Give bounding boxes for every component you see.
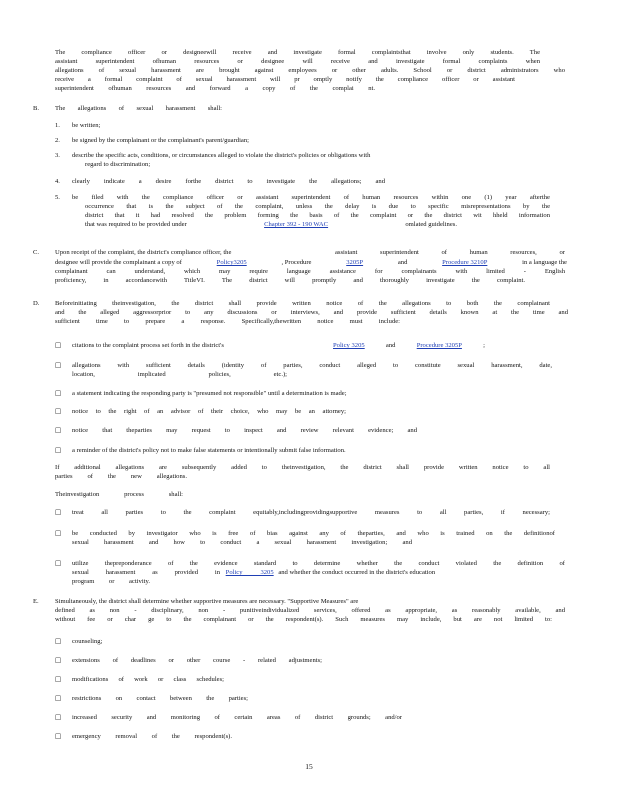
text-segment: and — [397, 259, 408, 266]
section-c-line: proficiency, in accordancewith TitleVI. The district will promptly and thoroughly investigate the complaint. — [55, 277, 525, 284]
bullet-icon: □ — [55, 361, 62, 369]
text-segment: and — [385, 342, 396, 349]
text-segment: , Procedure — [281, 259, 312, 266]
list-item: be filed with the compliance officer or assistant superintendent of human resources within one (1) year afterthe — [72, 194, 550, 201]
intro-line: assistant superintendent ofhuman resources or designee will receive and investigate formal complaints when — [55, 58, 540, 65]
bullet-icon: □ — [55, 389, 62, 397]
bullet-text: extensions of deadlines or other course - related adjustments; — [72, 657, 322, 664]
section-e-line: without fee or char ge to the complainant or the respondent(s). Such measures may include, but are not limited to: — [55, 616, 552, 623]
bullet-icon: □ — [55, 508, 62, 516]
policy-3205-link[interactable]: Policy 3205 — [333, 342, 365, 349]
bullet-text: counseling; — [72, 638, 103, 645]
bullet-icon: □ — [55, 675, 62, 683]
bullet-icon: □ — [55, 656, 62, 664]
bullet-icon: □ — [55, 713, 62, 721]
section-c-line: Upon receipt of the complaint, the district's compliance officer, the — [55, 249, 232, 256]
bullet-icon: □ — [55, 694, 62, 702]
intro-line: allegations of sexual harassment are brought against employees or other adults. School or district administrators who — [55, 67, 565, 74]
list-item: be signed by the complainant or the complainant's parent/guardian; — [72, 137, 249, 144]
bullet-icon: □ — [55, 529, 62, 537]
section-c-line: assistant superintendent of human resources, or — [335, 249, 565, 256]
section-letter-e: E. — [33, 598, 39, 605]
bullet-text — [72, 568, 435, 577]
bullet-text: a statement indicating the responding party is "presumed not responsible" until a determination is made; — [72, 390, 347, 397]
bullet-text: modifications of work or class schedules; — [72, 676, 224, 683]
bullet-text: allegations with sufficient details (identity of parties, conduct alleged to constitute sexual harassment, date, — [72, 362, 552, 369]
bullet-text: be conducted by investigator who is free of bias against any of theparties, and who is trained on the definitionof — [72, 530, 555, 537]
text-segment: and whether the conduct occurred in the district's education — [278, 569, 436, 576]
bullet-icon: □ — [55, 341, 62, 349]
section-b-heading: The allegations of sexual harassment shall: — [55, 105, 222, 112]
bullet-icon: □ — [55, 407, 62, 415]
list-number: 2. — [55, 137, 60, 144]
text-segment: designee will provide the complainant a copy of — [55, 259, 182, 266]
bullet-icon: □ — [55, 446, 62, 454]
wac-chapter-link[interactable]: Chapter 392 - 190 WAC — [264, 221, 329, 228]
procedure-3210p-link[interactable]: Procedure 3210P — [442, 259, 488, 266]
policy-3205-link[interactable]: Policy 3205 — [225, 569, 274, 576]
bullet-text: program or activity. — [72, 578, 150, 585]
page-number: 15 — [305, 762, 313, 771]
list-number: 3. — [55, 152, 60, 159]
bullet-text: emergency removal of the respondent(s). — [72, 733, 232, 740]
bullet-text: a reminder of the district's policy not to make false statements or intentionally submit false information. — [72, 447, 346, 454]
procedure-3205p-link[interactable]: Procedure 3205P — [416, 342, 462, 349]
bullet-text: location, implicated policies, etc.); — [72, 371, 287, 378]
text-segment: in a language the — [522, 259, 567, 266]
section-d-line: and the alleged aggressorprior to any discussions or interviews, and provide sufficient details known at the time and — [55, 309, 568, 316]
bullet-icon: □ — [55, 426, 62, 434]
intro-line: superintendent ofhuman resources and forward a copy of the complai nt. — [55, 85, 375, 92]
section-letter-c: C. — [33, 249, 40, 256]
list-item: describe the specific acts, conditions, or circumstances alleged to violate the district's policies or obligations with — [72, 152, 371, 159]
bullet-text: increased security and monitoring of certain areas of district grounds; and/or — [72, 714, 402, 721]
procedure-3205p-link[interactable]: 3205P — [346, 259, 364, 266]
bullet-text: notice to the right of an advisor of their choice, who may be an attorney; — [72, 408, 346, 415]
bullet-icon: □ — [55, 637, 62, 645]
list-item-continuation: district that it had resolved the problem forming the basis of the complaint or the district wit hheld information — [85, 212, 550, 219]
bullet-text: citations to the complaint process set forth in the district's — [72, 342, 224, 349]
additional-allegations-line: If additional allegations are subsequently added to theinvestigation, the district shall provide written notice to all — [55, 464, 550, 471]
section-c-line: complainant can understand, which may require language assistance for complainants with limited - English — [55, 268, 565, 275]
additional-allegations-line: parties of the new allegations. — [55, 473, 187, 480]
intro-line: receive a formal complaint of sexual harassment will pr omptly notify the compliance officer or assistant — [55, 76, 515, 83]
section-e-line: Simultaneously, the district shall determine whether supportive measures are necessary. "Supportive Measures" are — [55, 598, 359, 605]
list-item: clearly indicate a desire forthe district to investigate the allegations; and — [72, 178, 385, 185]
section-c-line — [55, 258, 567, 267]
bullet-text: restrictions on contact between the parties; — [72, 695, 248, 702]
list-item-continuation: regard to discrimination; — [85, 161, 151, 168]
section-letter-b: B. — [33, 105, 40, 112]
list-item-continuation — [85, 220, 457, 229]
section-d-line: Beforeinitiating theinvestigation, the district shall provide written notice of the allegations to both the complainant — [55, 300, 550, 307]
bullet-text — [333, 341, 485, 350]
intro-line: The compliance officer or designeewill receive and investigate formal complaintsthat involve only students. The — [55, 49, 540, 56]
section-d-line: sufficient time to prepare a response. Specifically,thewritten notice must include: — [55, 318, 400, 325]
bullet-text: sexual harassment and how to conduct a sexual harassment investigation; and — [72, 539, 412, 546]
text-segment: that was required to be provided under — [85, 221, 187, 228]
policy-3205-link[interactable]: Policy3205 — [216, 259, 247, 266]
list-item-continuation: occurrence that is the subject of the complaint, unless the delay is due to specific misrepresentations by the — [85, 203, 550, 210]
text-segment: sexual harassment as provided in — [72, 569, 220, 576]
section-e-line: defined as non - disciplinary, non - punitiveindividualized services, offered as appropriate, as reasonably available, and — [55, 607, 565, 614]
text-segment: omlated guidelines. — [405, 221, 457, 228]
list-number: 1. — [55, 122, 60, 129]
list-number: 4. — [55, 178, 60, 185]
section-letter-d: D. — [33, 300, 40, 307]
list-number: 5. — [55, 194, 60, 201]
list-item: be written; — [72, 122, 101, 129]
bullet-icon: □ — [55, 732, 62, 740]
text-segment: ; — [483, 342, 485, 349]
bullet-text: utilize thepreponderance of the evidence standard to determine whether the conduct violated the definition of — [72, 560, 565, 567]
bullet-text: notice that theparties may request to inspect and review relevant evidence; and — [72, 427, 417, 434]
investigation-heading: Theinvestigation process shall: — [55, 491, 183, 498]
bullet-icon: □ — [55, 559, 62, 567]
bullet-text: treat all parties to the complaint equitably,includingprovidingsupportive measures to all parties, if necessary; — [72, 509, 550, 516]
